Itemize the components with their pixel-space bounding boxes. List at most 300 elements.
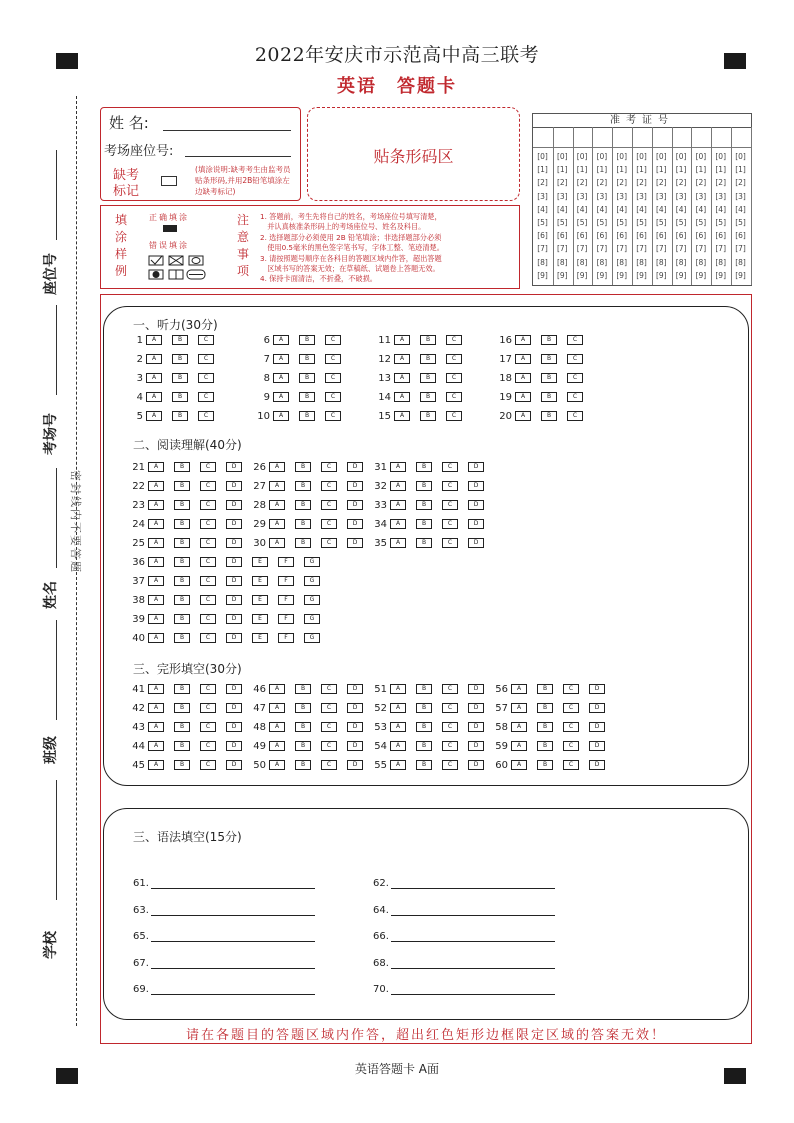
answer-bubble[interactable]: B [416, 741, 432, 751]
answer-bubble[interactable]: C [325, 411, 341, 421]
answer-bubble[interactable]: C [442, 722, 458, 732]
exam-digit-bubble[interactable]: [8] [537, 257, 548, 267]
answer-bubble[interactable]: A [146, 392, 162, 402]
exam-digit-bubble[interactable]: [8] [695, 257, 707, 267]
answer-bubble[interactable]: C [198, 392, 214, 402]
answer-bubble[interactable]: C [200, 462, 216, 472]
exam-digit-bubble[interactable]: [6] [616, 231, 627, 241]
exam-digit-bubble[interactable]: [3] [537, 191, 548, 201]
answer-bubble[interactable]: B [295, 500, 311, 510]
exam-digit-bubble[interactable]: [2] [596, 178, 608, 188]
answer-bubble[interactable]: C [198, 373, 214, 383]
exam-number-write-cell[interactable] [573, 127, 593, 148]
exam-digit-bubble[interactable]: [8] [616, 257, 627, 267]
answer-bubble[interactable]: C [563, 703, 579, 713]
answer-bubble[interactable]: C [200, 538, 216, 548]
answer-bubble[interactable]: D [468, 684, 484, 694]
exam-digit-bubble[interactable]: [8] [655, 257, 667, 267]
answer-bubble[interactable]: A [511, 722, 527, 732]
answer-bubble[interactable]: B [174, 481, 190, 491]
exam-digit-bubble[interactable]: [0] [537, 152, 548, 161]
exam-digit-bubble[interactable]: [4] [596, 204, 608, 214]
answer-bubble[interactable]: A [394, 411, 410, 421]
answer-bubble[interactable]: A [148, 462, 164, 472]
answer-bubble[interactable]: C [200, 519, 216, 529]
answer-bubble[interactable]: D [468, 741, 484, 751]
answer-bubble[interactable]: C [325, 373, 341, 383]
exam-digit-bubble[interactable]: [4] [556, 204, 568, 214]
answer-bubble[interactable]: A [394, 354, 410, 364]
exam-digit-bubble[interactable]: [9] [675, 270, 687, 280]
answer-bubble[interactable]: D [226, 760, 242, 770]
answer-bubble[interactable]: D [226, 519, 242, 529]
answer-bubble[interactable]: C [200, 703, 216, 713]
answer-bubble[interactable]: C [321, 481, 337, 491]
answer-bubble[interactable]: C [442, 703, 458, 713]
exam-digit-bubble[interactable]: [0] [735, 152, 746, 161]
exam-digit-bubble[interactable]: [9] [655, 270, 667, 280]
answer-bubble[interactable]: A [148, 557, 164, 567]
answer-bubble[interactable]: B [299, 354, 315, 364]
exam-digit-bubble[interactable]: [2] [735, 178, 746, 188]
answer-bubble[interactable]: C [200, 722, 216, 732]
answer-bubble[interactable]: D [226, 614, 242, 624]
answer-bubble[interactable]: A [269, 684, 285, 694]
answer-bubble[interactable]: F [278, 595, 294, 605]
answer-bubble[interactable]: A [390, 462, 406, 472]
answer-bubble[interactable]: B [420, 373, 436, 383]
answer-bubble[interactable]: D [468, 760, 484, 770]
exam-digit-bubble[interactable]: [2] [576, 178, 588, 188]
exam-digit-bubble[interactable]: [1] [675, 165, 687, 175]
exam-digit-bubble[interactable]: [1] [596, 165, 608, 175]
answer-bubble[interactable]: A [146, 335, 162, 345]
exam-digit-bubble[interactable]: [7] [735, 244, 746, 254]
answer-bubble[interactable]: A [148, 633, 164, 643]
answer-bubble[interactable]: C [442, 538, 458, 548]
answer-bubble[interactable]: C [563, 684, 579, 694]
answer-bubble[interactable]: A [148, 481, 164, 491]
answer-bubble[interactable]: G [304, 595, 320, 605]
answer-bubble[interactable]: D [226, 557, 242, 567]
exam-number-write-cell[interactable] [672, 127, 692, 148]
answer-bubble[interactable]: A [273, 392, 289, 402]
answer-bubble[interactable]: A [148, 722, 164, 732]
answer-bubble[interactable]: F [278, 633, 294, 643]
answer-bubble[interactable]: C [446, 392, 462, 402]
answer-bubble[interactable]: B [174, 576, 190, 586]
answer-bubble[interactable]: B [416, 703, 432, 713]
answer-bubble[interactable]: A [390, 741, 406, 751]
answer-bubble[interactable]: B [174, 538, 190, 548]
answer-bubble[interactable]: C [198, 411, 214, 421]
exam-digit-bubble[interactable]: [1] [655, 165, 667, 175]
exam-digit-bubble[interactable]: [1] [537, 165, 548, 175]
answer-bubble[interactable]: A [148, 595, 164, 605]
exam-digit-bubble[interactable]: [3] [675, 191, 687, 201]
exam-digit-bubble[interactable]: [6] [596, 231, 608, 241]
exam-digit-bubble[interactable]: [5] [556, 218, 568, 227]
exam-digit-bubble[interactable]: [8] [596, 257, 608, 267]
exam-digit-bubble[interactable]: [0] [675, 152, 687, 161]
answer-bubble[interactable]: D [226, 500, 242, 510]
answer-bubble[interactable]: C [321, 519, 337, 529]
answer-bubble[interactable]: C [442, 500, 458, 510]
exam-digit-bubble[interactable]: [3] [596, 191, 608, 201]
answer-bubble[interactable]: B [416, 684, 432, 694]
answer-bubble[interactable]: F [278, 557, 294, 567]
answer-bubble[interactable]: A [390, 722, 406, 732]
answer-bubble[interactable]: C [321, 684, 337, 694]
answer-bubble[interactable]: B [537, 684, 553, 694]
exam-digit-bubble[interactable]: [4] [616, 204, 627, 214]
exam-digit-bubble[interactable]: [1] [695, 165, 707, 175]
answer-bubble[interactable]: D [226, 576, 242, 586]
answer-bubble[interactable]: D [347, 481, 363, 491]
answer-bubble[interactable]: C [200, 576, 216, 586]
answer-bubble[interactable]: B [174, 595, 190, 605]
exam-digit-bubble[interactable]: [4] [715, 204, 726, 214]
answer-bubble[interactable]: D [468, 722, 484, 732]
answer-bubble[interactable]: D [226, 481, 242, 491]
answer-bubble[interactable]: D [347, 538, 363, 548]
answer-bubble[interactable]: D [468, 538, 484, 548]
exam-digit-bubble[interactable]: [6] [556, 231, 568, 241]
exam-digit-bubble[interactable]: [8] [715, 257, 726, 267]
answer-bubble[interactable]: C [446, 411, 462, 421]
answer-bubble[interactable]: A [148, 703, 164, 713]
answer-bubble[interactable]: A [269, 703, 285, 713]
exam-number-write-cell[interactable] [592, 127, 612, 148]
exam-digit-bubble[interactable]: [7] [576, 244, 588, 254]
exam-number-write-cell[interactable] [652, 127, 672, 148]
exam-digit-bubble[interactable]: [0] [556, 152, 568, 161]
exam-digit-bubble[interactable]: [6] [695, 231, 707, 241]
answer-bubble[interactable]: G [304, 633, 320, 643]
answer-bubble[interactable]: A [273, 335, 289, 345]
answer-bubble[interactable]: C [321, 462, 337, 472]
answer-bubble[interactable]: A [269, 760, 285, 770]
exam-number-write-cell[interactable] [553, 127, 573, 148]
exam-digit-bubble[interactable]: [5] [576, 218, 588, 227]
answer-bubble[interactable]: B [299, 335, 315, 345]
answer-bubble[interactable]: B [420, 392, 436, 402]
exam-digit-bubble[interactable]: [6] [735, 231, 746, 241]
answer-bubble[interactable]: A [394, 373, 410, 383]
answer-bubble[interactable]: B [295, 722, 311, 732]
answer-bubble[interactable]: A [146, 411, 162, 421]
answer-bubble[interactable]: C [325, 335, 341, 345]
answer-bubble[interactable]: D [468, 500, 484, 510]
exam-digit-bubble[interactable]: [2] [715, 178, 726, 188]
exam-digit-bubble[interactable]: [3] [735, 191, 746, 201]
exam-digit-bubble[interactable]: [2] [695, 178, 707, 188]
answer-bubble[interactable]: B [174, 722, 190, 732]
exam-digit-bubble[interactable]: [9] [576, 270, 588, 280]
exam-digit-bubble[interactable]: [7] [556, 244, 568, 254]
answer-bubble[interactable]: D [226, 684, 242, 694]
answer-bubble[interactable]: C [321, 760, 337, 770]
exam-digit-bubble[interactable]: [5] [715, 218, 726, 227]
answer-bubble[interactable]: D [589, 703, 605, 713]
answer-bubble[interactable]: D [226, 633, 242, 643]
answer-bubble[interactable]: B [174, 500, 190, 510]
answer-bubble[interactable]: F [278, 614, 294, 624]
answer-bubble[interactable]: C [567, 335, 583, 345]
answer-bubble[interactable]: C [325, 392, 341, 402]
exam-digit-bubble[interactable]: [5] [675, 218, 687, 227]
answer-bubble[interactable]: A [148, 741, 164, 751]
exam-number-write-cell[interactable] [632, 127, 652, 148]
exam-digit-bubble[interactable]: [6] [537, 231, 548, 241]
answer-bubble[interactable]: E [252, 576, 268, 586]
exam-digit-bubble[interactable]: [5] [537, 218, 548, 227]
answer-bubble[interactable]: D [226, 741, 242, 751]
exam-digit-bubble[interactable]: [8] [556, 257, 568, 267]
answer-bubble[interactable]: C [200, 741, 216, 751]
answer-write-line[interactable] [151, 933, 315, 942]
answer-bubble[interactable]: D [347, 500, 363, 510]
exam-digit-bubble[interactable]: [1] [715, 165, 726, 175]
answer-bubble[interactable]: C [442, 684, 458, 694]
answer-bubble[interactable]: B [537, 760, 553, 770]
answer-bubble[interactable]: B [416, 500, 432, 510]
exam-digit-bubble[interactable]: [0] [576, 152, 588, 161]
exam-number-write-cell[interactable] [711, 127, 731, 148]
exam-digit-bubble[interactable]: [8] [636, 257, 647, 267]
answer-bubble[interactable]: C [200, 557, 216, 567]
answer-bubble[interactable]: D [347, 684, 363, 694]
answer-bubble[interactable]: D [589, 684, 605, 694]
answer-bubble[interactable]: E [252, 557, 268, 567]
exam-digit-bubble[interactable]: [1] [576, 165, 588, 175]
answer-bubble[interactable]: A [390, 519, 406, 529]
exam-digit-bubble[interactable]: [9] [537, 270, 548, 280]
exam-digit-bubble[interactable]: [3] [556, 191, 568, 201]
exam-number-write-cell[interactable] [533, 127, 553, 148]
answer-write-line[interactable] [151, 880, 315, 889]
answer-write-line[interactable] [391, 933, 555, 942]
exam-digit-bubble[interactable]: [7] [715, 244, 726, 254]
answer-bubble[interactable]: G [304, 576, 320, 586]
exam-digit-bubble[interactable]: [1] [616, 165, 627, 175]
exam-digit-bubble[interactable]: [3] [636, 191, 647, 201]
answer-bubble[interactable]: B [537, 741, 553, 751]
answer-bubble[interactable]: A [390, 538, 406, 548]
answer-bubble[interactable]: B [416, 481, 432, 491]
exam-digit-bubble[interactable]: [3] [695, 191, 707, 201]
exam-digit-bubble[interactable]: [3] [616, 191, 627, 201]
answer-bubble[interactable]: C [442, 462, 458, 472]
answer-bubble[interactable]: A [390, 684, 406, 694]
exam-digit-bubble[interactable]: [0] [596, 152, 608, 161]
answer-bubble[interactable]: C [200, 760, 216, 770]
answer-bubble[interactable]: A [148, 576, 164, 586]
exam-number-write-cell[interactable] [731, 127, 751, 148]
answer-bubble[interactable]: C [563, 760, 579, 770]
exam-digit-bubble[interactable]: [5] [636, 218, 647, 227]
answer-bubble[interactable]: A [511, 760, 527, 770]
answer-bubble[interactable]: B [174, 462, 190, 472]
answer-bubble[interactable]: C [446, 354, 462, 364]
exam-digit-bubble[interactable]: [0] [616, 152, 627, 161]
answer-bubble[interactable]: B [174, 703, 190, 713]
answer-bubble[interactable]: A [148, 538, 164, 548]
exam-digit-bubble[interactable]: [9] [596, 270, 608, 280]
answer-bubble[interactable]: C [442, 760, 458, 770]
answer-bubble[interactable]: D [589, 722, 605, 732]
answer-bubble[interactable]: C [442, 741, 458, 751]
answer-bubble[interactable]: B [541, 373, 557, 383]
answer-bubble[interactable]: C [200, 684, 216, 694]
exam-digit-bubble[interactable]: [9] [695, 270, 707, 280]
answer-bubble[interactable]: B [420, 335, 436, 345]
answer-bubble[interactable]: A [269, 741, 285, 751]
answer-bubble[interactable]: C [567, 373, 583, 383]
answer-bubble[interactable]: D [347, 703, 363, 713]
exam-digit-bubble[interactable]: [4] [675, 204, 687, 214]
exam-digit-bubble[interactable]: [6] [715, 231, 726, 241]
answer-bubble[interactable]: C [198, 335, 214, 345]
answer-bubble[interactable]: D [226, 462, 242, 472]
answer-bubble[interactable]: B [295, 703, 311, 713]
exam-digit-bubble[interactable]: [5] [695, 218, 707, 227]
answer-bubble[interactable]: C [200, 614, 216, 624]
answer-bubble[interactable]: C [321, 741, 337, 751]
exam-digit-bubble[interactable]: [7] [655, 244, 667, 254]
answer-write-line[interactable] [391, 986, 555, 995]
answer-bubble[interactable]: C [321, 703, 337, 713]
answer-bubble[interactable]: A [273, 411, 289, 421]
answer-bubble[interactable]: A [269, 462, 285, 472]
answer-bubble[interactable]: C [567, 392, 583, 402]
answer-bubble[interactable]: C [563, 741, 579, 751]
exam-digit-bubble[interactable]: [6] [636, 231, 647, 241]
answer-bubble[interactable]: A [390, 500, 406, 510]
answer-bubble[interactable]: B [416, 722, 432, 732]
answer-bubble[interactable]: B [174, 557, 190, 567]
exam-digit-bubble[interactable]: [2] [675, 178, 687, 188]
answer-bubble[interactable]: D [226, 595, 242, 605]
answer-bubble[interactable]: A [269, 722, 285, 732]
answer-bubble[interactable]: A [148, 614, 164, 624]
answer-bubble[interactable]: B [174, 519, 190, 529]
answer-bubble[interactable]: B [416, 519, 432, 529]
answer-bubble[interactable]: B [174, 684, 190, 694]
answer-bubble[interactable]: B [172, 392, 188, 402]
exam-digit-bubble[interactable]: [1] [735, 165, 746, 175]
answer-bubble[interactable]: A [390, 481, 406, 491]
answer-bubble[interactable]: D [468, 703, 484, 713]
answer-bubble[interactable]: A [273, 373, 289, 383]
exam-number-write-cell[interactable] [612, 127, 632, 148]
exam-digit-bubble[interactable]: [7] [636, 244, 647, 254]
exam-digit-bubble[interactable]: [9] [715, 270, 726, 280]
exam-digit-bubble[interactable]: [6] [576, 231, 588, 241]
answer-bubble[interactable]: A [269, 538, 285, 548]
exam-digit-bubble[interactable]: [4] [735, 204, 746, 214]
answer-bubble[interactable]: E [252, 614, 268, 624]
answer-bubble[interactable]: B [295, 684, 311, 694]
answer-bubble[interactable]: B [299, 411, 315, 421]
exam-digit-bubble[interactable]: [2] [636, 178, 647, 188]
answer-bubble[interactable]: D [347, 722, 363, 732]
exam-digit-bubble[interactable]: [7] [596, 244, 608, 254]
answer-bubble[interactable]: A [269, 519, 285, 529]
answer-bubble[interactable]: D [468, 462, 484, 472]
answer-bubble[interactable]: B [541, 335, 557, 345]
answer-bubble[interactable]: B [172, 373, 188, 383]
answer-bubble[interactable]: B [416, 760, 432, 770]
answer-bubble[interactable]: B [299, 392, 315, 402]
exam-digit-bubble[interactable]: [4] [655, 204, 667, 214]
answer-bubble[interactable]: C [442, 519, 458, 529]
exam-digit-bubble[interactable]: [6] [655, 231, 667, 241]
exam-digit-bubble[interactable]: [5] [596, 218, 608, 227]
exam-digit-bubble[interactable]: [0] [715, 152, 726, 161]
answer-bubble[interactable]: B [537, 703, 553, 713]
exam-digit-bubble[interactable]: [9] [556, 270, 568, 280]
exam-digit-bubble[interactable]: [0] [655, 152, 667, 161]
absent-checkbox[interactable] [161, 176, 177, 186]
answer-bubble[interactable]: B [174, 741, 190, 751]
answer-bubble[interactable]: B [295, 462, 311, 472]
exam-digit-bubble[interactable]: [7] [675, 244, 687, 254]
answer-write-line[interactable] [391, 960, 555, 969]
answer-bubble[interactable]: A [515, 411, 531, 421]
answer-bubble[interactable]: A [148, 684, 164, 694]
exam-digit-bubble[interactable]: [8] [675, 257, 687, 267]
answer-bubble[interactable]: C [200, 481, 216, 491]
answer-bubble[interactable]: B [416, 538, 432, 548]
exam-digit-bubble[interactable]: [4] [695, 204, 707, 214]
answer-bubble[interactable]: B [172, 354, 188, 364]
answer-bubble[interactable]: B [295, 741, 311, 751]
answer-bubble[interactable]: D [589, 741, 605, 751]
answer-bubble[interactable]: B [174, 760, 190, 770]
answer-bubble[interactable]: D [589, 760, 605, 770]
answer-bubble[interactable]: A [394, 335, 410, 345]
answer-bubble[interactable]: D [226, 703, 242, 713]
answer-bubble[interactable]: A [146, 354, 162, 364]
answer-bubble[interactable]: B [537, 722, 553, 732]
exam-digit-bubble[interactable]: [2] [655, 178, 667, 188]
exam-digit-bubble[interactable]: [1] [556, 165, 568, 175]
answer-bubble[interactable]: C [200, 633, 216, 643]
answer-bubble[interactable]: B [541, 411, 557, 421]
exam-digit-bubble[interactable]: [3] [655, 191, 667, 201]
exam-digit-bubble[interactable]: [9] [616, 270, 627, 280]
answer-bubble[interactable]: A [511, 684, 527, 694]
answer-bubble[interactable]: C [563, 722, 579, 732]
exam-digit-bubble[interactable]: [7] [616, 244, 627, 254]
answer-bubble[interactable]: A [269, 481, 285, 491]
answer-write-line[interactable] [151, 907, 315, 916]
answer-bubble[interactable]: D [347, 462, 363, 472]
answer-bubble[interactable]: C [446, 373, 462, 383]
answer-bubble[interactable]: A [390, 703, 406, 713]
answer-bubble[interactable]: F [278, 576, 294, 586]
exam-digit-bubble[interactable]: [3] [576, 191, 588, 201]
answer-bubble[interactable]: D [468, 519, 484, 529]
exam-digit-bubble[interactable]: [9] [636, 270, 647, 280]
answer-bubble[interactable]: B [420, 411, 436, 421]
answer-write-line[interactable] [151, 960, 315, 969]
answer-write-line[interactable] [391, 907, 555, 916]
exam-digit-bubble[interactable]: [4] [537, 204, 548, 214]
answer-bubble[interactable]: A [515, 354, 531, 364]
answer-bubble[interactable]: D [226, 538, 242, 548]
